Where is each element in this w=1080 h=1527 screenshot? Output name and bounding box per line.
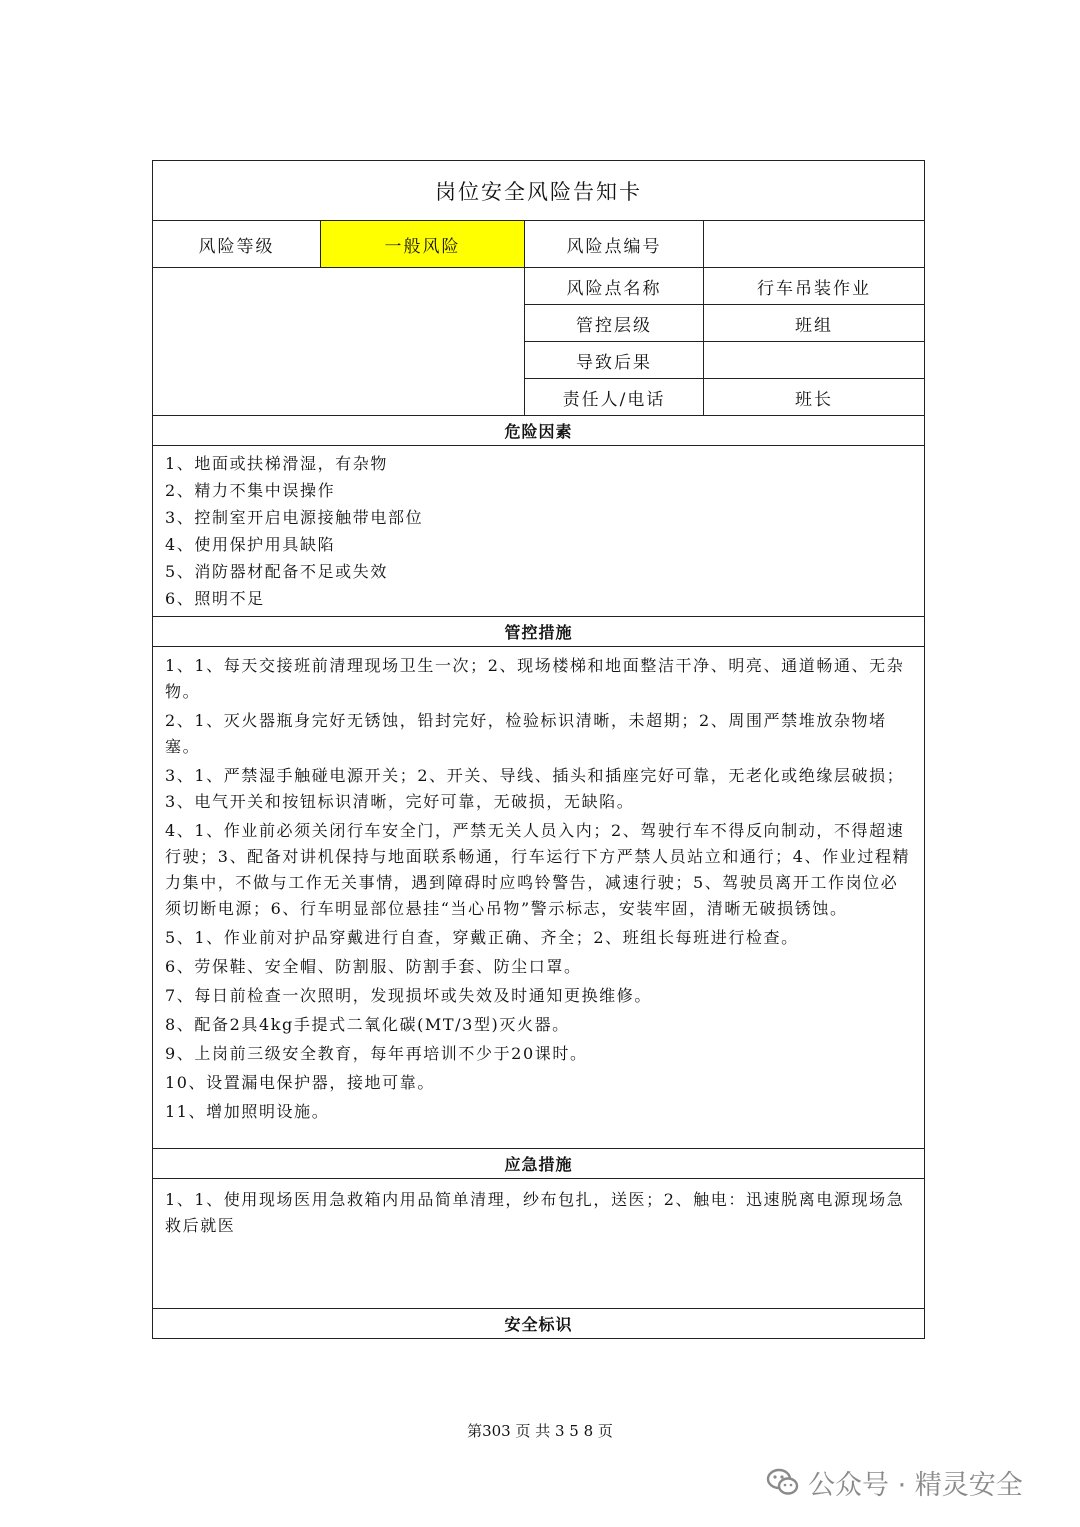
- hazard-item: 2、精力不集中误操作: [165, 481, 336, 500]
- emergency-text: 1、1、使用现场医用急救箱内用品简单清理，纱布包扎，送医；2、触电：迅速脱离电源现场急救后就医: [165, 1190, 905, 1235]
- info-label: 管控层级: [525, 305, 704, 341]
- watermark-text: 公众号 · 精灵安全: [808, 1469, 1023, 1501]
- hazard-item: 3、控制室开启电源接触带电部位: [165, 508, 424, 527]
- measure-item: 2、1、灭火器瓶身完好无锈蚀，铅封完好，检验标识清晰，未超期；2、周围严禁堆放杂物堵塞。: [165, 711, 887, 756]
- measures-list: [153, 647, 924, 1149]
- risk-notice-card: [152, 160, 925, 1339]
- info-block: [153, 268, 924, 416]
- hazards-list: [153, 446, 924, 617]
- safety-signs-heading: 安全标识: [504, 1315, 573, 1334]
- info-row: [525, 342, 924, 379]
- info-row: [525, 379, 924, 415]
- hazard-item: 5、消防器材配备不足或失效: [165, 562, 388, 581]
- measure-item: 10、设置漏电保护器，接地可靠。: [165, 1073, 435, 1092]
- measure-item: 11、增加照明设施。: [165, 1102, 330, 1121]
- measure-item: 5、1、作业前对护品穿戴进行自查，穿戴正确、齐全；2、班组长每班进行检查。: [165, 928, 799, 947]
- hazard-item: 4、使用保护用具缺陷: [165, 535, 336, 554]
- info-grid: [525, 268, 924, 415]
- risk-level-label: 风险等级: [153, 221, 321, 267]
- info-value: 行车吊装作业: [757, 278, 871, 299]
- measure-item: 1、1、每天交接班前清理现场卫生一次；2、现场楼梯和地面整洁干净、明亮、通道畅通、无杂物。: [165, 656, 905, 701]
- measure-item: 4、1、作业前必须关闭行车安全门，严禁无关人员入内；2、驾驶行车不得反向制动，不得超速行驶；3、配备对讲机保持与地面联系畅通，行车运行下方严禁人员站立和通行；4、作业过程精力集中，不做与工作无关事情，遇到障碍时应鸣铃警告，减速行驶；5、驾驶员离开工作岗位必须切断电源；6、行车明显部位悬挂“当心吊物”警示标志，安装牢固，清晰无破损锈蚀。: [165, 821, 911, 918]
- hazard-item: 1、地面或扶梯滑湿，有杂物: [165, 454, 388, 473]
- measure-item: 3、1、严禁湿手触碰电源开关；2、开关、导线、插头和插座完好可靠，无老化或绝缘层破损；3、电气开关和按钮标识清晰，完好可靠，无破损，无缺陷。: [165, 766, 905, 811]
- hazards-heading: 危险因素: [153, 416, 924, 446]
- risk-point-no-value: [704, 221, 924, 267]
- measure-item: 9、上岗前三级安全教育，每年再培训不少于20课时。: [165, 1044, 588, 1063]
- image-placeholder: [153, 268, 525, 415]
- page-number: 第303 页 共 3 5 8 页: [467, 1422, 613, 1440]
- info-value: 班组: [795, 315, 833, 336]
- info-row: [525, 268, 924, 305]
- hazard-item: 6、照明不足: [165, 589, 265, 608]
- info-row: [525, 305, 924, 342]
- info-label: 责任人/电话: [525, 379, 704, 415]
- risk-point-no-label: 风险点编号: [525, 221, 704, 267]
- info-label: 导致后果: [525, 342, 704, 378]
- emergency-text-box: [153, 1179, 924, 1309]
- info-label: 风险点名称: [525, 268, 704, 304]
- risk-level-row: [153, 221, 924, 268]
- measure-item: 7、每日前检查一次照明，发现损坏或失效及时通知更换维修。: [165, 986, 652, 1005]
- measures-heading: 管控措施: [153, 617, 924, 647]
- wechat-icon: [766, 1465, 800, 1499]
- risk-level-value: 一般风险: [321, 221, 525, 267]
- info-value: 班长: [795, 389, 833, 410]
- emergency-heading: 应急措施: [153, 1149, 924, 1179]
- card-title: 岗位安全风险告知卡: [153, 161, 924, 221]
- watermark: [766, 1462, 1023, 1502]
- measure-item: 8、配备2具4kg手提式二氧化碳(MT/3型)灭火器。: [165, 1015, 570, 1034]
- info-value: [704, 342, 924, 378]
- measure-item: 6、劳保鞋、安全帽、防割服、防割手套、防尘口罩。: [165, 957, 582, 976]
